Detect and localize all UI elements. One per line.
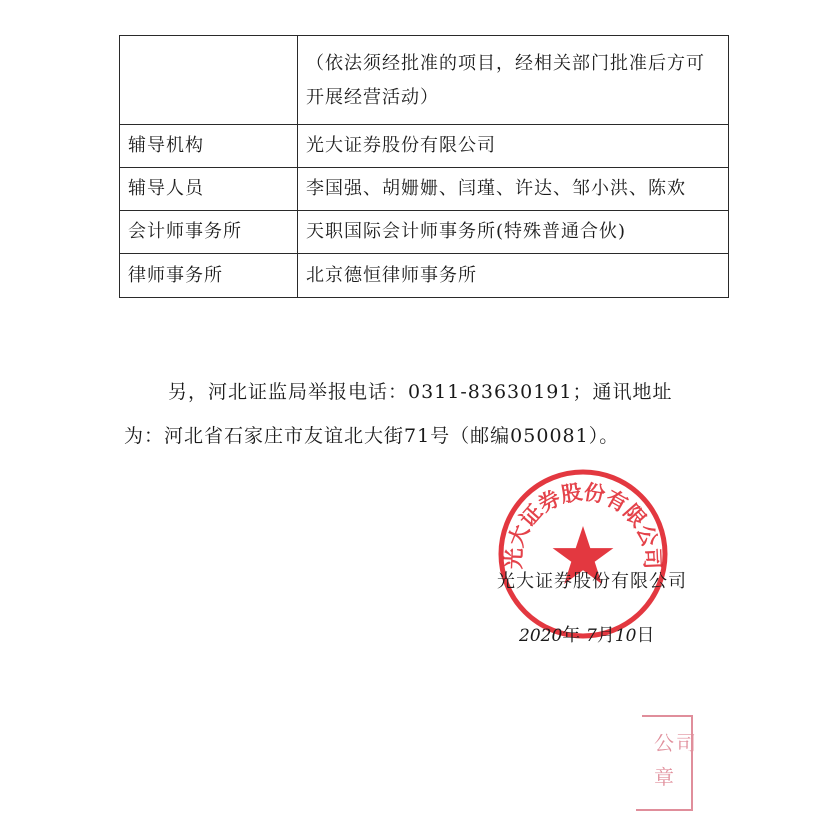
date-year: 2020 — [519, 626, 563, 646]
signature-company: 光大证券股份有限公司 — [497, 571, 687, 592]
svg-text:公: 公 — [654, 731, 674, 755]
table-row — [120, 211, 729, 254]
note-line: 另，河北证监局举报电话：0311-83630191；通讯地址 — [168, 381, 673, 403]
business-scope-value: （依法须经批准的项目，经相关部门批准后方可开展经营活动） — [298, 36, 729, 125]
date-day: 10 — [614, 626, 637, 646]
row-label: 辅导机构 — [120, 125, 298, 168]
table-row — [120, 254, 729, 298]
table-row — [120, 168, 729, 211]
table-row — [120, 36, 729, 125]
company-seal — [497, 468, 669, 640]
row-label: 会计师事务所 — [120, 211, 298, 254]
svg-text:章: 章 — [654, 765, 674, 789]
svg-text:光大证券股份有限公司: 光大证券股份有限公司 — [501, 479, 665, 570]
corner-stamp — [632, 714, 702, 814]
row-value: 李国强、胡姗姗、闫瑾、许达、邹小洪、陈欢 — [298, 168, 729, 211]
row-label — [120, 36, 298, 125]
row-label: 辅导人员 — [120, 168, 298, 211]
note-line: 为：河北省石家庄市友谊北大街71号（邮编050081）。 — [124, 425, 620, 447]
row-label: 律师事务所 — [120, 254, 298, 298]
signature-date — [519, 621, 654, 647]
row-value: 光大证券股份有限公司 — [298, 125, 729, 168]
contact-note — [124, 370, 724, 458]
row-value: 天职国际会计师事务所(特殊普通合伙) — [298, 211, 729, 254]
row-value: 北京德恒律师事务所 — [298, 254, 729, 298]
date-day-unit: 日 — [636, 625, 655, 646]
svg-text:司: 司 — [676, 731, 696, 755]
company-info-table — [119, 35, 729, 298]
table-row — [120, 125, 729, 168]
date-month: 7 — [586, 626, 597, 646]
date-year-unit: 年 — [562, 625, 581, 646]
date-month-unit: 月 — [596, 625, 615, 646]
